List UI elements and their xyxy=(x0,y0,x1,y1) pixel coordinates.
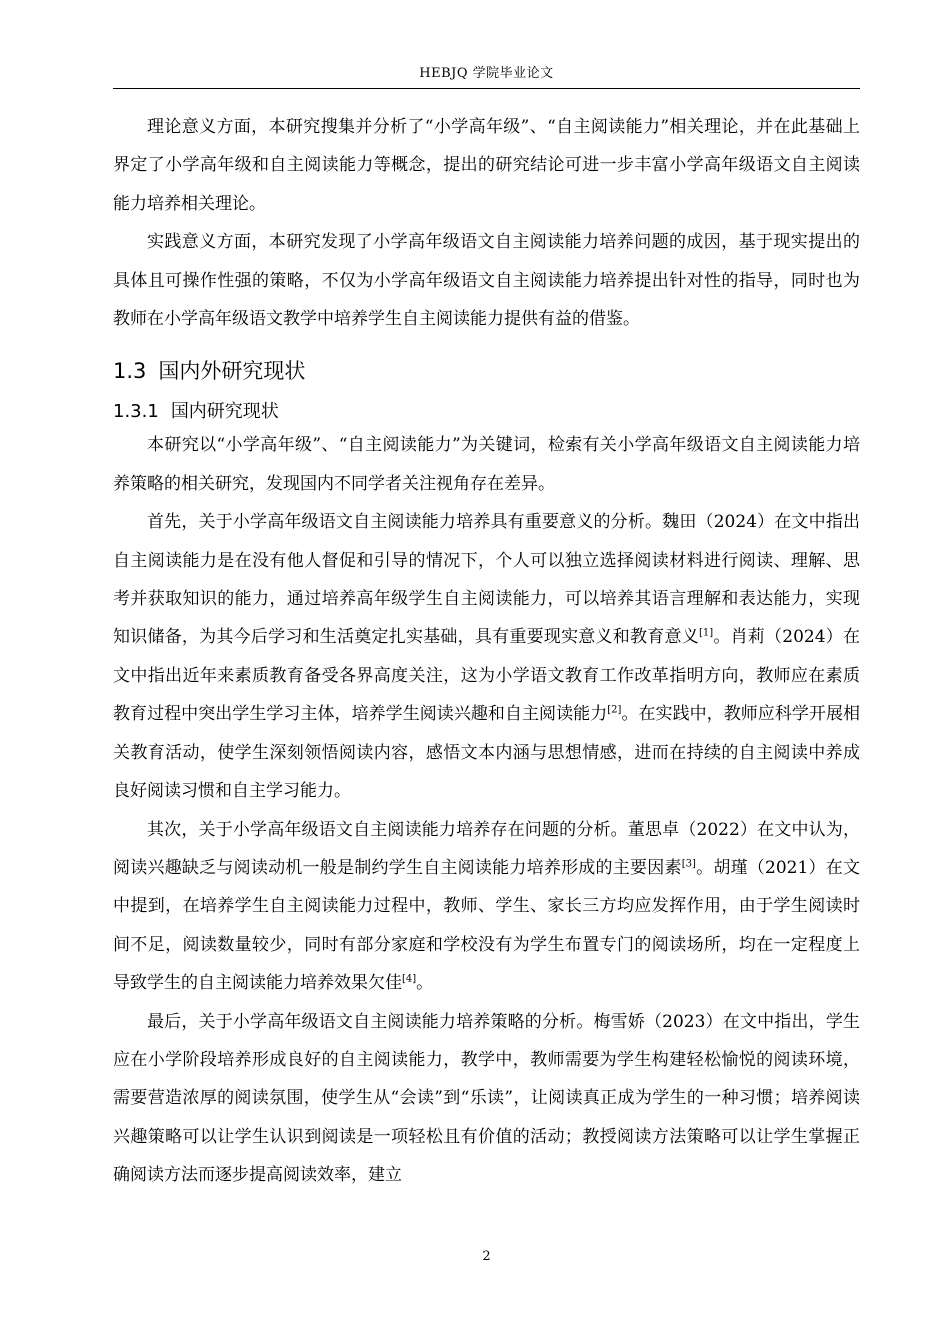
paragraph-theory-significance: 理论意义方面，本研究搜集并分析了“小学高年级”、“自主阅读能力”相关理论，并在此基础上界定了小学高年级和自主阅读能力等概念，提出的研究结论可进一步丰富小学高年级语文自主阅读能力培养相关理论。 xyxy=(113,117,860,214)
section-heading xyxy=(113,358,860,384)
citation-ref-1: [1] xyxy=(698,627,714,639)
paragraph-text: 首先，关于小学高年级语文自主阅读能力培养具有重要意义的分析。魏田（2024）在文中指出自主阅读能力是在没有他人督促和引导的情况下，个人可以独立选择阅读材料进行阅读、理解、思考并获取知识的能力，通过培养高年级学生自主阅读能力，可以培养其语言理解和表达能力，实现知识储备，为其今后学习和生活奠定扎实基础，具有重要现实意义和教育意义 xyxy=(113,512,860,648)
paragraph-text: 。在实践中，教师应科学开展相关教育活动，使学生深刻领悟阅读内容，感悟文本内涵与思想情感，进而在持续的自主阅读中养成良好阅读习惯和自主学习能力。 xyxy=(113,704,861,802)
paragraph-text: 其次，关于小学高年级语文自主阅读能力培养存在问题的分析。董思卓（2022）在文中认为，阅读兴趣缺乏与阅读动机一般是制约学生自主阅读能力培养形成的主要因素 xyxy=(113,819,860,878)
subsection-number: 1.3.1 xyxy=(113,401,159,423)
body-content xyxy=(113,108,860,1195)
paragraph-text: 。 xyxy=(416,973,434,994)
paragraph-text: 。肖莉（2024）在文中指出近年来素质教育备受各界高度关注，这为小学语文教育工作改革指明方向，教师应在素质教育过程中突出学生学习主体，培养学生阅读兴趣和自主阅读能力 xyxy=(113,627,861,725)
citation-ref-2: [2] xyxy=(607,704,622,716)
page-number: 2 xyxy=(482,1249,491,1264)
citation-ref-3: [3] xyxy=(681,858,696,870)
paragraph-text: 。胡瑾（2021）在文中提到，在培养学生自主阅读能力过程中，教师、学生、家长三方均应发挥作用，由于学生阅读时间不足，阅读数量较少，同时有部分家庭和学校没有为学生布置专门的阅读场所，均在一定程度上导致学生的自主阅读能力培养效果欠佳 xyxy=(113,857,861,994)
paragraph-keywords: 本研究以“小学高年级”、“自主阅读能力”为关键词，检索有关小学高年级语文自主阅读能力培养策略的相关研究，发现国内不同学者关注视角存在差异。 xyxy=(113,435,860,494)
subsection-heading xyxy=(113,400,860,424)
running-header: HEBJQ 学院毕业论文 xyxy=(419,66,554,81)
citation-ref-4: [4] xyxy=(402,973,417,985)
section-title: 国内外研究现状 xyxy=(158,359,306,384)
paragraph-second-problems xyxy=(113,811,860,1003)
section-number: 1.3 xyxy=(113,359,147,384)
paragraph-first-significance xyxy=(113,503,860,810)
subsection-title: 国内研究现状 xyxy=(170,401,279,423)
header-rule xyxy=(113,88,860,89)
paragraph-third-strategies: 最后，关于小学高年级语文自主阅读能力培养策略的分析。梅雪娇（2023）在文中指出，学生应在小学阶段培养形成良好的自主阅读能力，教学中，教师需要为学生构建轻松愉悦的阅读环境，需要营造浓厚的阅读氛围，使学生从“会读”到“乐读”，让阅读真正成为学生的一种习惯；培养阅读兴趣策略可以让学生认识到阅读是一项轻松且有价值的活动；教授阅读方法策略可以让学生掌握正确阅读方法而逐步提高阅读效率，建立 xyxy=(113,1011,860,1186)
paragraph-practice-significance: 实践意义方面，本研究发现了小学高年级语文自主阅读能力培养问题的成因，基于现实提出的具体且可操作性强的策略，不仅为小学高年级语文自主阅读能力培养提出针对性的指导，同时也为教师在小学高年级语文教学中培养学生自主阅读能力提供有益的借鉴。 xyxy=(113,232,860,330)
